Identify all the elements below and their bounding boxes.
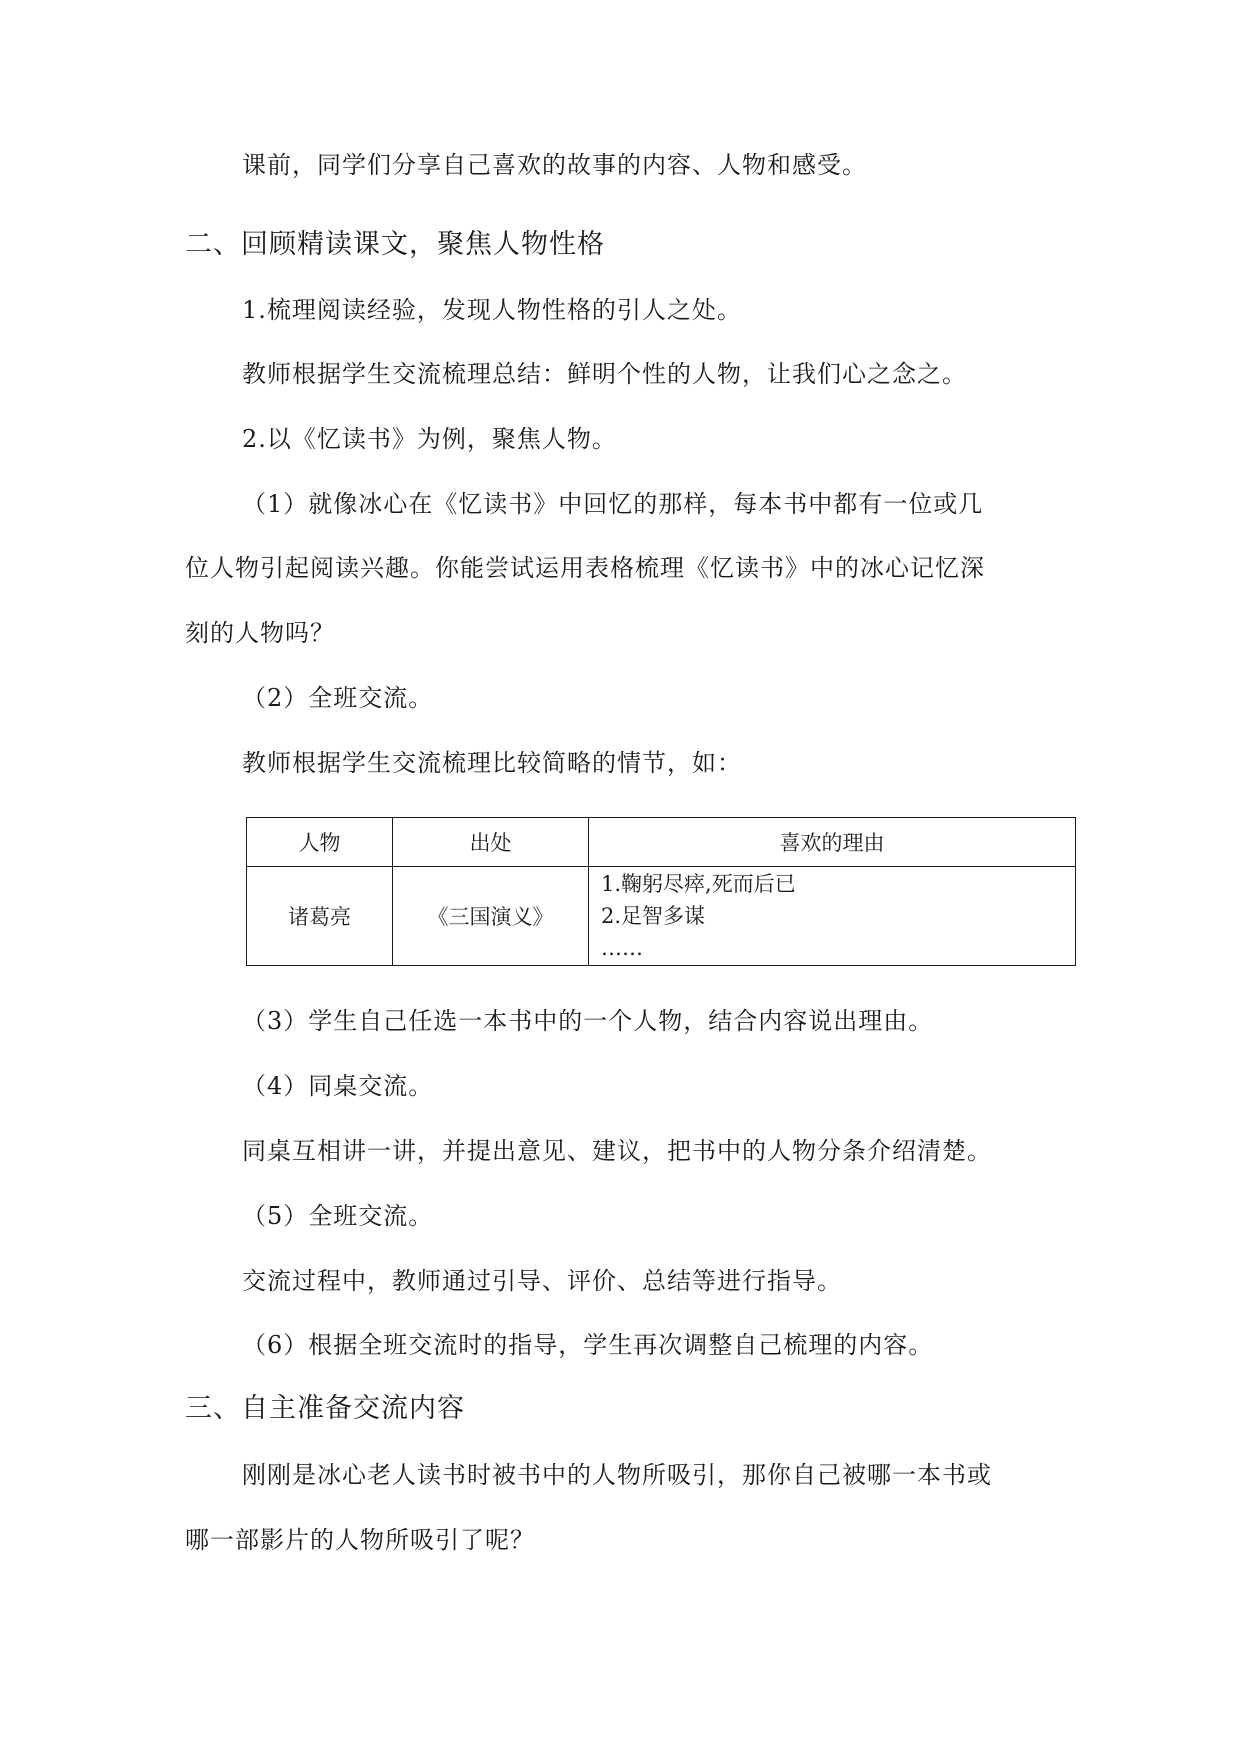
cell-reasons	[589, 867, 1076, 966]
paragraph-teacher-guidance: 交流过程中，教师通过引导、评价、总结等进行指导。	[242, 1267, 842, 1295]
reason-2: 2.足智多谋	[601, 904, 706, 928]
paragraph-desk-exchange: 同桌互相讲一讲，并提出意见、建议，把书中的人物分条介绍清楚。	[242, 1137, 992, 1165]
paragraph-item-1-line-1: （1）就像冰心在《忆读书》中回忆的那样，每本书中都有一位或几	[242, 490, 984, 518]
table-header-row	[247, 818, 1076, 867]
paragraph-item-3: （3）学生自己任选一本书中的一个人物，结合内容说出理由。	[242, 1007, 934, 1035]
paragraph-item-2: （2）全班交流。	[242, 684, 434, 712]
paragraph-teacher-plot: 教师根据学生交流梳理比较简略的情节，如：	[242, 749, 742, 777]
paragraph-pre-class: 课前，同学们分享自己喜欢的故事的内容、人物和感受。	[242, 151, 867, 179]
character-table	[246, 817, 1076, 966]
section-heading-3: 三、自主准备交流内容	[185, 1393, 465, 1424]
paragraph-teacher-summary: 教师根据学生交流梳理总结：鲜明个性的人物，让我们心之念之。	[242, 360, 967, 388]
paragraph-item-6: （6）根据全班交流时的指导，学生再次调整自己梳理的内容。	[242, 1331, 934, 1359]
header-reason: 喜欢的理由	[589, 818, 1076, 867]
paragraph-step-1: 1.梳理阅读经验，发现人物性格的引人之处。	[242, 296, 742, 324]
header-person: 人物	[247, 818, 393, 867]
paragraph-final-line-1: 刚刚是冰心老人读书时被书中的人物所吸引，那你自己被哪一本书或	[242, 1461, 992, 1489]
table-row	[247, 867, 1076, 966]
section-heading-2: 二、回顾精读课文，聚焦人物性格	[185, 229, 605, 260]
reason-1: 1.鞠躬尽瘁,死而后已	[601, 872, 796, 896]
cell-person: 诸葛亮	[247, 867, 393, 966]
paragraph-final-line-2: 哪一部影片的人物所吸引了呢？	[185, 1526, 535, 1554]
paragraph-item-5: （5）全班交流。	[242, 1202, 434, 1230]
paragraph-item-1-line-3: 刻的人物吗？	[185, 619, 335, 647]
header-source: 出处	[393, 818, 589, 867]
paragraph-item-4: （4）同桌交流。	[242, 1072, 434, 1100]
paragraph-item-1-line-2: 位人物引起阅读兴趣。你能尝试运用表格梳理《忆读书》中的冰心记忆深	[185, 554, 985, 582]
reason-ellipsis: ……	[601, 936, 643, 960]
cell-source: 《三国演义》	[393, 867, 589, 966]
paragraph-step-2: 2.以《忆读书》为例，聚焦人物。	[242, 425, 617, 453]
